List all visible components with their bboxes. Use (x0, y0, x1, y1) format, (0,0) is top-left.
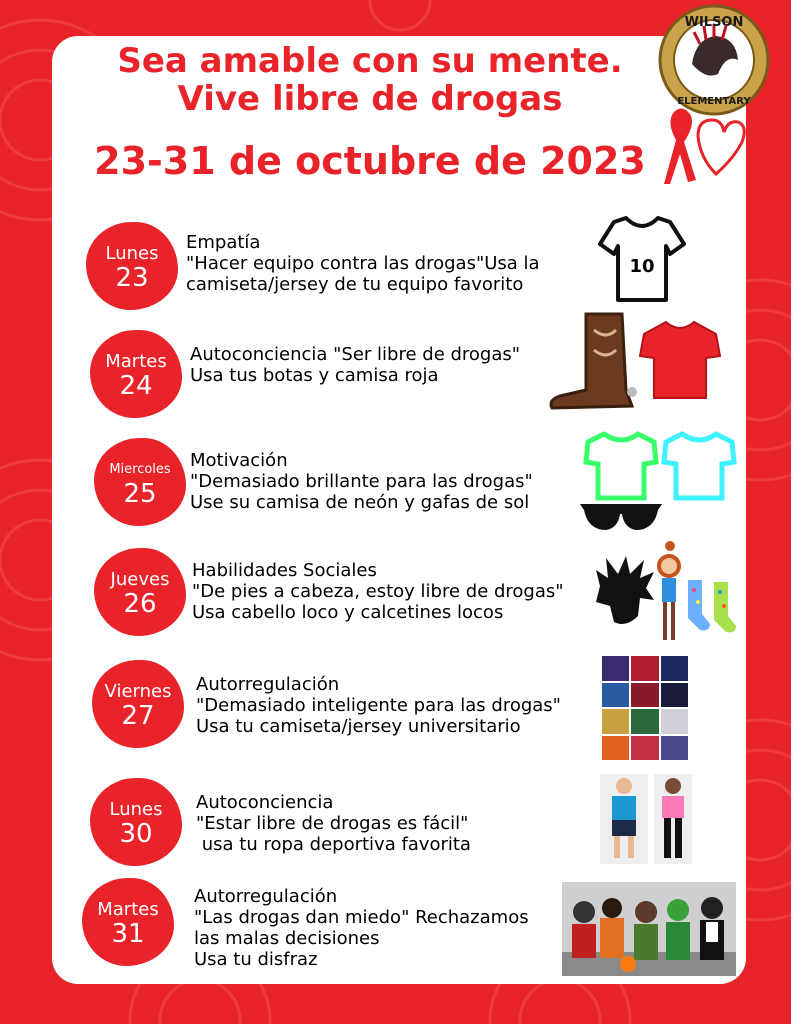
day-description (190, 344, 520, 386)
description-line: "Demasiado brillante para las drogas" (190, 471, 533, 492)
college-shirts-collage (602, 656, 688, 760)
title-line-1: Sea amable con su mente. (117, 41, 623, 81)
day-number: 26 (123, 589, 157, 619)
day-number: 23 (115, 263, 149, 293)
costume-kids-photo (562, 882, 736, 976)
description-line: "Las drogas dan miedo" Rechazamos (194, 907, 529, 928)
day-number: 24 (119, 371, 153, 401)
day-badge (90, 778, 182, 866)
title-line-2: Vive libre de drogas (177, 79, 563, 119)
day-name: Miercoles (109, 462, 171, 477)
description-line: Motivación (190, 450, 288, 471)
description-line: usa tu ropa deportiva favorita (196, 834, 471, 855)
girl-figure-icon (654, 540, 684, 644)
logo-bottom-text: ELEMENTARY (677, 96, 751, 107)
boy-sportswear-photo (600, 774, 648, 864)
school-logo (656, 4, 772, 116)
day-badge (90, 330, 182, 418)
day-badge (94, 548, 186, 636)
description-line: Autoconciencia (196, 792, 334, 813)
sunglasses-icon (578, 500, 664, 534)
day-name: Lunes (105, 243, 159, 264)
crazy-socks-icon (682, 576, 740, 634)
day-description (192, 560, 564, 623)
day-number: 30 (119, 819, 153, 849)
jersey-number: 10 (629, 256, 655, 277)
day-badge (94, 438, 186, 526)
description-line: las malas decisiones (194, 928, 380, 949)
description-line: Autorregulación (196, 674, 340, 695)
day-badge (86, 222, 178, 310)
day-badge (82, 878, 174, 966)
logo-top-text: WILSON (684, 15, 744, 30)
day-name: Viernes (104, 681, 172, 702)
red-shirt-icon (638, 318, 722, 402)
day-number: 27 (121, 701, 155, 731)
description-line: "Hacer equipo contra las drogas"Usa la (186, 253, 540, 274)
jersey-icon (596, 214, 688, 304)
day-description (196, 792, 471, 855)
description-line: camiseta/jersey de tu equipo favorito (186, 274, 524, 295)
description-line: Usa tu camiseta/jersey universitario (196, 716, 521, 737)
description-line: Empatía (186, 232, 261, 253)
description-line: Usa tu disfraz (194, 949, 318, 970)
description-line: Autoconciencia "Ser libre de drogas" (190, 344, 521, 365)
neon-shirts-icon (582, 428, 742, 504)
day-description (196, 674, 561, 737)
description-line: Autorregulación (194, 886, 338, 907)
description-line: "De pies a cabeza, estoy libre de drogas" (192, 581, 564, 602)
description-line: "Demasiado inteligente para las drogas" (196, 695, 561, 716)
crazy-hair-icon (594, 556, 656, 628)
event-dates: 23-31 de octubre de 2023 (94, 139, 646, 183)
day-number: 31 (111, 919, 145, 949)
day-description (190, 450, 533, 513)
day-number: 25 (123, 479, 157, 509)
description-line: "Estar libre de drogas es fácil" (196, 813, 469, 834)
day-name: Lunes (109, 799, 163, 820)
day-name: Martes (105, 351, 167, 372)
description-line: Use su camisa de neón y gafas de sol (190, 492, 530, 513)
red-ribbon-heart-icon (636, 106, 746, 186)
cowboy-boot-icon (546, 310, 638, 412)
day-name: Martes (97, 899, 159, 920)
description-line: Usa tus botas y camisa roja (190, 365, 439, 386)
day-name: Jueves (110, 569, 170, 590)
description-line: Habilidades Sociales (192, 560, 377, 581)
day-description (194, 886, 529, 970)
girl-sportswear-photo (654, 774, 692, 864)
description-line: Usa cabello loco y calcetines locos (192, 602, 504, 623)
day-badge (92, 660, 184, 748)
day-description (186, 232, 540, 295)
